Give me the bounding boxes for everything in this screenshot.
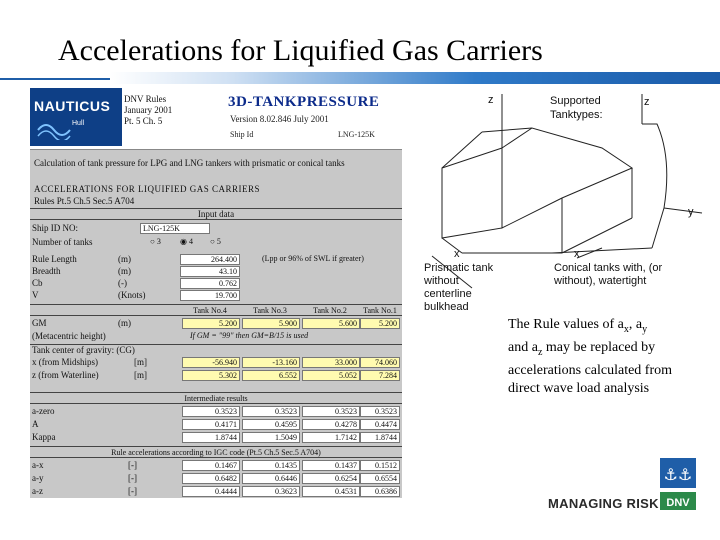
note-subscript: y xyxy=(642,323,648,335)
logo-sub: Hull xyxy=(72,120,85,127)
cog-cell[interactable]: -13.160 xyxy=(242,357,300,368)
slide-title: Accelerations for Liquified Gas Carriers xyxy=(58,34,543,67)
ship-id-label: Ship Id xyxy=(230,130,254,139)
note-segment: The Rule values of a xyxy=(508,317,624,332)
result-cell: 0.1435 xyxy=(242,460,300,471)
ship-id-row xyxy=(30,223,402,235)
conical-caption: Conical tanks with, (or without), watertight xyxy=(554,262,663,287)
result-cell: 0.1512 xyxy=(360,460,400,471)
footer-tagline: MANAGING RISK xyxy=(548,496,659,511)
cog-cell[interactable]: 5.052 xyxy=(302,370,360,381)
rule-acc-unit: [-] xyxy=(128,486,137,496)
input-label: Breadth xyxy=(32,266,61,276)
input-row xyxy=(30,290,402,302)
cog-unit: [m] xyxy=(134,357,147,367)
radio-label: 4 xyxy=(188,237,193,246)
note-text xyxy=(508,316,704,398)
axis-x-label: x xyxy=(454,248,460,260)
intermediate-row xyxy=(30,406,402,418)
radio-5-tanks[interactable]: ○ 5 xyxy=(210,237,221,246)
cog-header xyxy=(30,344,402,356)
input-unit: (Knots) xyxy=(118,290,146,300)
rule-acc-row xyxy=(30,460,402,472)
axis-z-label: z xyxy=(644,96,650,108)
intermediate-label: A xyxy=(32,419,39,429)
column-header: Tank No.1 xyxy=(363,306,397,315)
radio-label: 3 xyxy=(156,237,161,246)
input-row xyxy=(30,266,402,278)
num-tanks-row xyxy=(30,237,402,249)
result-cell: 0.3523 xyxy=(302,406,360,417)
dnv-logo xyxy=(658,456,698,512)
result-cell: 0.3623 xyxy=(242,486,300,497)
wave-icon xyxy=(36,118,76,140)
ship-id-input[interactable]: LNG-125K xyxy=(140,223,210,234)
rule-acc-header: Rule accelerations according to IGC code (Pt.5 Ch.5 Sec.5 A704) xyxy=(30,446,402,458)
length-note: (Lpp or 96% of SWL if greater) xyxy=(262,254,364,263)
cog-label: z (from Waterline) xyxy=(32,370,99,380)
input-unit: (m) xyxy=(118,266,131,276)
result-cell: 0.4595 xyxy=(242,419,300,430)
rule-acc-row xyxy=(30,473,402,485)
dnv-emblem-icon xyxy=(658,456,698,512)
gm-cell[interactable]: 5.200 xyxy=(360,318,400,329)
result-cell: 0.4278 xyxy=(302,419,360,430)
program-header xyxy=(30,88,402,150)
gm-row xyxy=(30,318,402,330)
rule-acc-row xyxy=(30,486,402,498)
axis-z-label: z xyxy=(488,94,494,106)
input-row xyxy=(30,254,402,266)
gm-note-label: (Metacentric height) xyxy=(32,331,106,341)
ship-id-no-label: Ship ID NO: xyxy=(32,223,79,233)
result-cell: 0.4171 xyxy=(182,419,240,430)
input-label: Cb xyxy=(32,278,43,288)
result-cell: 0.1437 xyxy=(302,460,360,471)
gm-cell[interactable]: 5.600 xyxy=(302,318,360,329)
axis-y-label: y xyxy=(688,206,694,218)
note-segment: may be replaced by accelerations calculated from direct wave load analysis xyxy=(508,339,673,396)
gm-cell[interactable]: 5.200 xyxy=(182,318,240,329)
prismatic-caption: Prismatic tank without centerline bulkhead xyxy=(424,262,494,313)
input-unit: (-) xyxy=(118,278,127,288)
column-header: Tank No.4 xyxy=(193,306,227,315)
result-cell: 0.3523 xyxy=(242,406,300,417)
calc-description: Calculation of tank pressure for LPG and LNG tankers with prismatic or conical tanks xyxy=(34,158,345,168)
cog-cell[interactable]: 7.284 xyxy=(360,370,400,381)
ship-id-value: LNG-125K xyxy=(338,130,375,139)
svg-text:⚓⚓: ⚓⚓ xyxy=(663,465,693,484)
input-label: Rule Length xyxy=(32,254,77,264)
app-name: 3D-TANKPRESSURE xyxy=(228,94,380,110)
result-cell: 1.5049 xyxy=(242,432,300,443)
axis-x-label: x xyxy=(574,248,580,260)
rule-length-input[interactable]: 264.400 xyxy=(180,254,240,265)
result-cell: 0.6446 xyxy=(242,473,300,484)
rules-line: January 2001 xyxy=(124,105,173,115)
supported-tanktypes-label: Supported Tanktypes: xyxy=(550,95,603,121)
rule-acc-label: a-z xyxy=(32,486,43,496)
nauticus-logo xyxy=(30,88,122,146)
cog-header-label: Tank center of gravity: (CG) xyxy=(32,345,135,355)
cog-cell[interactable]: 33.000 xyxy=(302,357,360,368)
result-cell: 0.4444 xyxy=(182,486,240,497)
rule-acc-unit: [-] xyxy=(128,460,137,470)
title-rule xyxy=(0,72,720,88)
intermediate-header: Intermediate results xyxy=(30,392,402,404)
gm-note: If GM = "99" then GM=B/15 is used xyxy=(190,331,309,340)
cog-cell[interactable]: 74.060 xyxy=(360,357,400,368)
result-cell: 0.1467 xyxy=(182,460,240,471)
rules-info xyxy=(124,94,172,127)
cog-cell[interactable]: 6.552 xyxy=(242,370,300,381)
result-cell: 0.6482 xyxy=(182,473,240,484)
gm-label: GM xyxy=(32,318,47,328)
rule-acc-label: a-x xyxy=(32,460,44,470)
gm-cell[interactable]: 5.900 xyxy=(242,318,300,329)
section-rule: Rules Pt.5 Ch.5 Sec.5 A704 xyxy=(34,196,135,206)
rules-line: DNV Rules xyxy=(124,94,167,104)
rules-line: Pt. 5 Ch. 5 xyxy=(124,116,163,126)
gm-unit: (m) xyxy=(118,318,131,328)
input-row xyxy=(30,278,402,290)
note-subscript: x xyxy=(623,323,629,335)
rule-acc-unit: [-] xyxy=(128,473,137,483)
result-cell: 0.4531 xyxy=(302,486,360,497)
num-tanks-label: Number of tanks xyxy=(32,237,93,247)
note-segment: , a xyxy=(628,317,643,332)
result-cell: 1.7142 xyxy=(302,432,360,443)
logo-text: NAUTICUS xyxy=(34,98,111,114)
result-cell: 0.3523 xyxy=(182,406,240,417)
intermediate-label: a-zero xyxy=(32,406,55,416)
result-cell: 0.6254 xyxy=(302,473,360,484)
cog-label: x (from Midships) xyxy=(32,357,98,367)
result-cell: 1.8744 xyxy=(360,432,400,443)
result-cell: 0.6554 xyxy=(360,473,400,484)
column-header: Tank No.3 xyxy=(253,306,287,315)
note-subscript: z xyxy=(537,346,543,358)
rule-acc-label: a-y xyxy=(32,473,44,483)
column-header: Tank No.2 xyxy=(313,306,347,315)
radio-4-tanks[interactable]: ◉ 4 xyxy=(180,237,193,246)
brand-text: DNV xyxy=(666,497,690,509)
section-title: ACCELERATIONS FOR LIQUIFIED GAS CARRIERS xyxy=(34,184,261,194)
result-cell: 0.3523 xyxy=(360,406,400,417)
input-label: V xyxy=(32,290,39,300)
result-cell: 1.8744 xyxy=(182,432,240,443)
speed-input[interactable]: 19.700 xyxy=(180,290,240,301)
intermediate-label: Kappa xyxy=(32,432,56,442)
input-data-header: Input data xyxy=(30,208,402,220)
cog-row xyxy=(30,370,402,382)
gm-note-row xyxy=(30,331,402,343)
result-cell: 0.6386 xyxy=(360,486,400,497)
radio-label: 5 xyxy=(216,237,221,246)
cog-row xyxy=(30,357,402,369)
tank-types-diagram xyxy=(402,88,712,498)
breadth-input[interactable]: 43.10 xyxy=(180,266,240,277)
title-rule-band xyxy=(110,72,720,84)
note-segment: and a xyxy=(508,339,538,355)
app-version: Version 8.02.846 July 2001 xyxy=(230,114,329,124)
cb-input[interactable]: 0.762 xyxy=(180,278,240,289)
result-cell: 0.4474 xyxy=(360,419,400,430)
cog-cell[interactable]: -56.940 xyxy=(182,357,240,368)
radio-3-tanks[interactable]: ○ 3 xyxy=(150,237,161,246)
input-unit: (m) xyxy=(118,254,131,264)
intermediate-row xyxy=(30,432,402,444)
tank-columns-header xyxy=(30,304,402,316)
cog-unit: [m] xyxy=(134,370,147,380)
intermediate-row xyxy=(30,419,402,431)
program-screenshot xyxy=(30,88,402,498)
cog-cell[interactable]: 5.302 xyxy=(182,370,240,381)
